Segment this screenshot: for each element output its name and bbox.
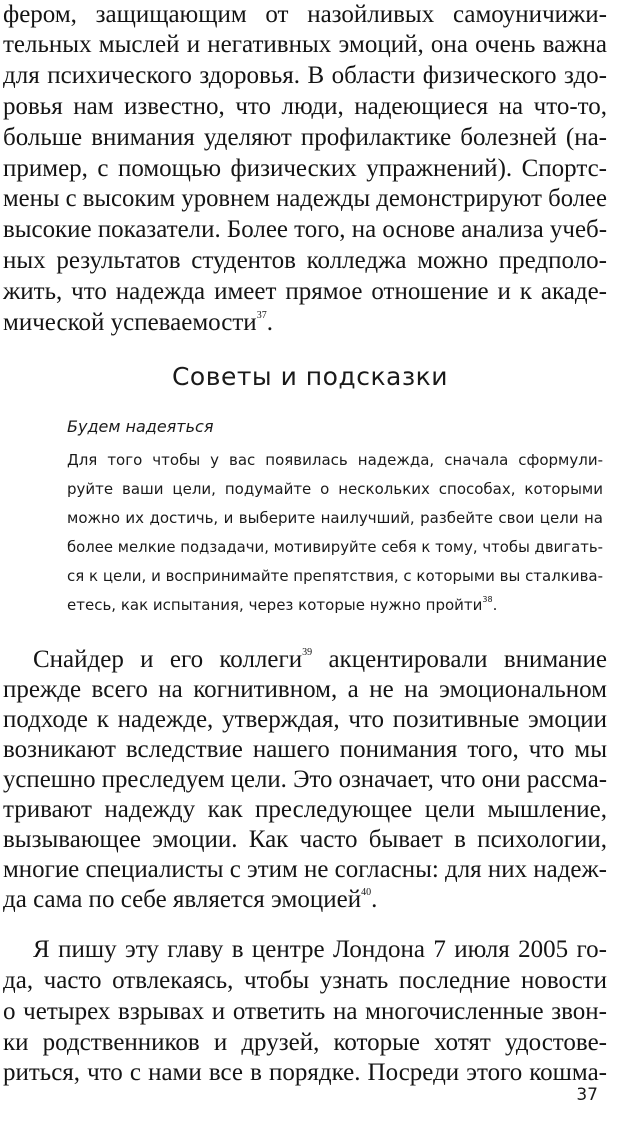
text-line: о четырех взрывах и ответить на многочисленные звон- bbox=[3, 998, 607, 1025]
tip-line bbox=[67, 594, 603, 616]
tip-line: более мелкие подзадачи, мотивируйте себя к тому, чтобы двигать- bbox=[67, 538, 603, 556]
text-line: больше внимания уделяют профилактике болезней (на- bbox=[3, 124, 607, 151]
tip-line: руйте ваши цели, подумайте о нескольких способах, которыми bbox=[67, 480, 603, 498]
text-fragment: етесь, как испытания, через которые нужно пройти bbox=[67, 596, 483, 614]
section-heading: Советы и подсказки bbox=[171, 362, 449, 391]
text-line: пример, с помощью физических упражнений). Спортс- bbox=[3, 155, 607, 182]
text-line: вызывающее эмоции. Как часто бывает в психологии, bbox=[3, 826, 607, 853]
text-line: высокие показатели. Более того, на основе анализа учеб- bbox=[3, 216, 607, 243]
tip-line: можно их достичь, и выберите наилучший, разбейте свои цели на bbox=[67, 509, 603, 527]
text-line: да, часто отвлекаясь, чтобы узнать последние новости bbox=[3, 967, 607, 994]
text-line: многие специалисты с этим не согласны: для них надеж- bbox=[3, 856, 607, 883]
text-line bbox=[3, 308, 607, 338]
text-line: прежде всего на когнитивном, а не на эмоциональном bbox=[3, 676, 607, 703]
text-line bbox=[3, 885, 607, 915]
footnote-ref: 40 bbox=[361, 887, 372, 898]
text-fragment: Снайдер и его коллеги bbox=[33, 646, 303, 673]
footnote-ref: 38 bbox=[482, 595, 493, 604]
text-fragment: мической успеваемости bbox=[3, 309, 257, 336]
tip-line: ся к цели, и воспринимайте препятствия, с которыми вы сталкива- bbox=[67, 567, 603, 585]
text-fragment: . bbox=[266, 309, 273, 336]
footnote-ref: 39 bbox=[302, 647, 313, 658]
text-line: успешно преследуем цели. Это означает, что они рассма- bbox=[3, 766, 607, 793]
text-fragment: . bbox=[492, 596, 498, 614]
text-line: тривают надежду как преследующее цели мышление, bbox=[3, 796, 607, 823]
text-line: тельных мыслей и негативных эмоций, она очень важна bbox=[3, 31, 607, 58]
text-line: подходе к надежде, утверждая, что позитивные эмоции bbox=[3, 706, 607, 733]
text-line: мены с высоким уровнем надежды демонстрируют более bbox=[3, 185, 607, 212]
text-line: для психического здоровья. В области физического здо- bbox=[3, 62, 607, 89]
text-fragment: да сама по себе является эмоцией bbox=[3, 886, 362, 913]
tip-line: Для того чтобы у вас появилась надежда, сначала сформули- bbox=[67, 451, 603, 469]
tip-title: Будем надеяться bbox=[67, 417, 214, 436]
text-fragment: акцентировали внимание bbox=[312, 646, 607, 673]
text-line: ных результатов студентов колледжа можно предполо- bbox=[3, 247, 607, 274]
text-line: фером, защищающим от назойливых самоуничижи- bbox=[3, 1, 607, 28]
text-fragment: . bbox=[371, 886, 378, 913]
text-line: возникают вследствие нашего понимания того, что мы bbox=[3, 736, 607, 763]
text-line: ки родственников и друзей, которые хотят удостове- bbox=[3, 1029, 607, 1056]
text-line: жить, что надежда имеет прямое отношение и к акаде- bbox=[3, 278, 607, 305]
footnote-ref: 37 bbox=[256, 310, 267, 321]
text-line bbox=[33, 645, 607, 675]
text-line: Я пишу эту главу в центре Лондона 7 июля 2005 го- bbox=[33, 936, 607, 963]
page-number: 37 bbox=[576, 1085, 598, 1105]
text-line: риться, что с нами все в порядке. Посреди этого кошма- bbox=[3, 1059, 607, 1086]
text-line: ровья нам известно, что люди, надеющиеся на что-то, bbox=[3, 93, 607, 120]
